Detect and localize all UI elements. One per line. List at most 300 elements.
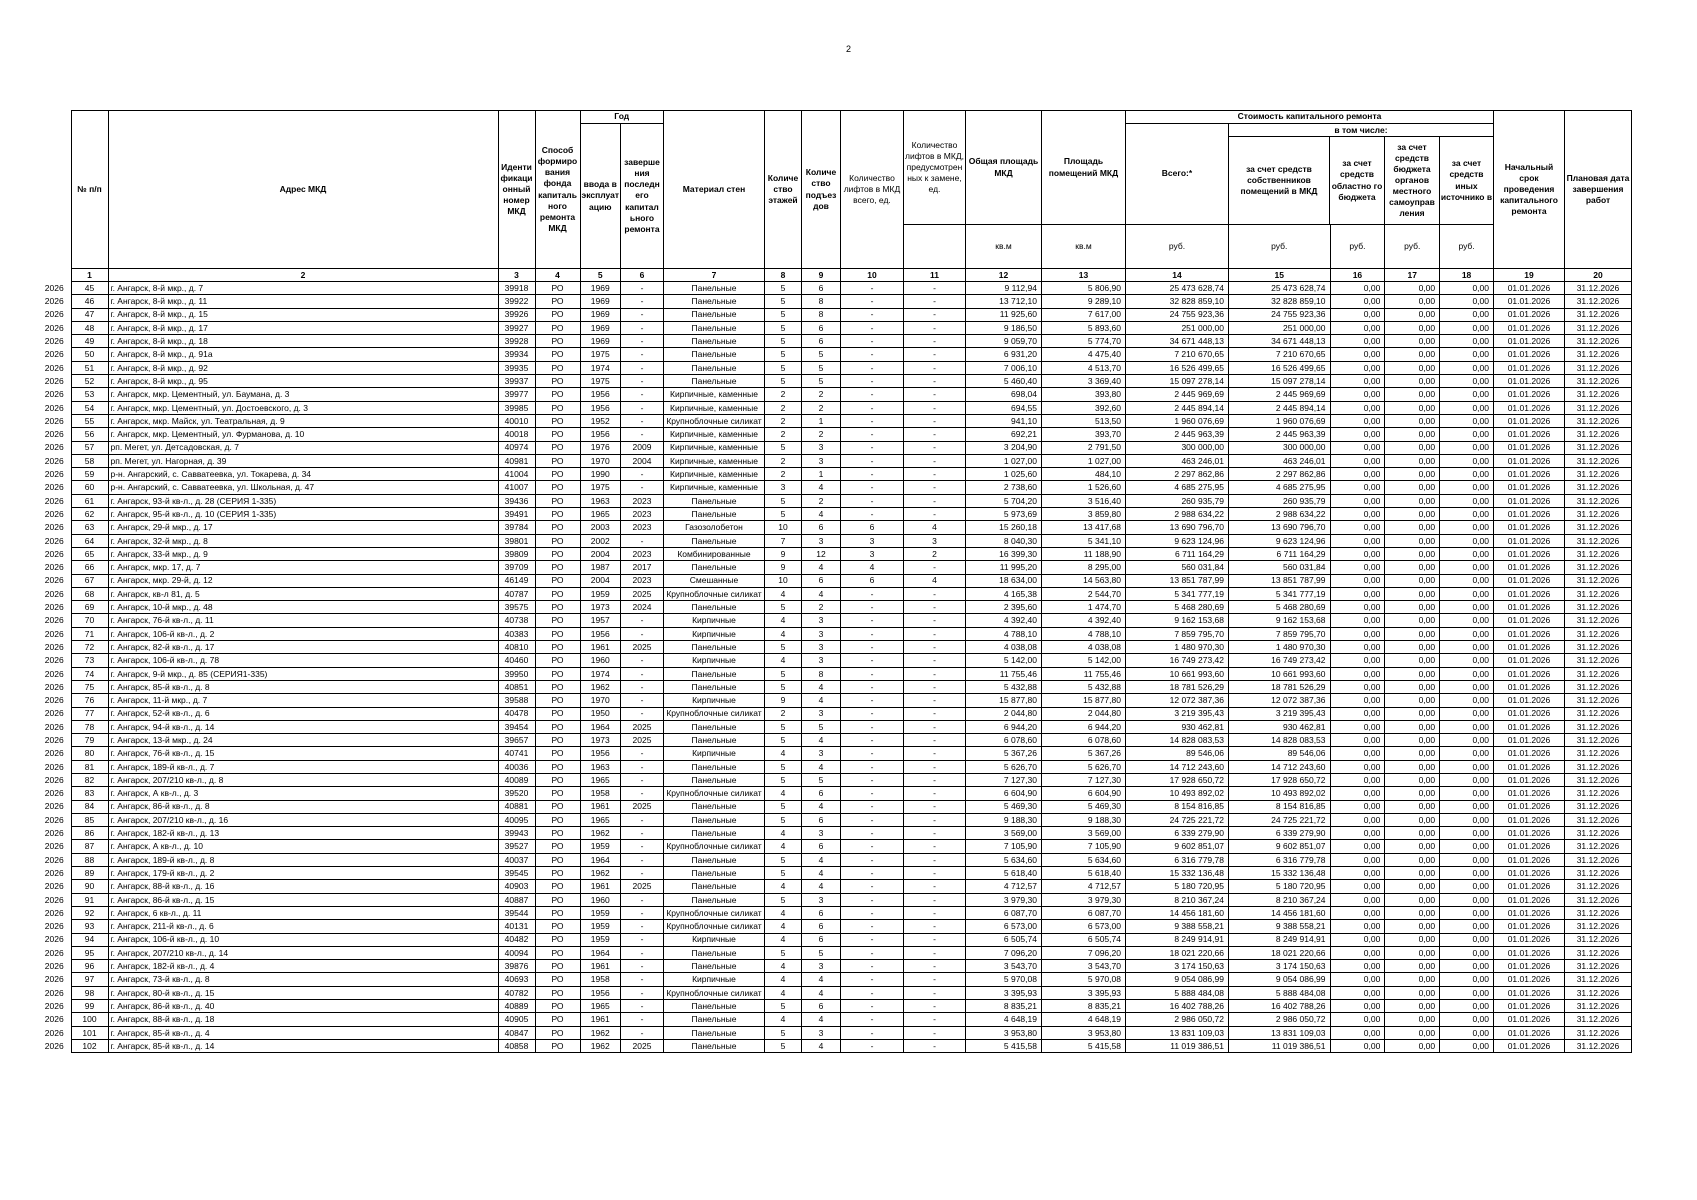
row-end-date: 31.12.2026 <box>1564 867 1631 880</box>
row-lifts-total: 4 <box>840 561 903 574</box>
row-other-sources: 0,00 <box>1440 441 1494 454</box>
row-last-repair: - <box>620 960 663 973</box>
row-total-area: 4 392,40 <box>965 614 1041 627</box>
row-cost-total: 251 000,00 <box>1125 321 1228 334</box>
row-last-repair: - <box>620 1000 663 1013</box>
row-start-date: 01.01.2026 <box>1493 946 1564 959</box>
row-other-sources: 0,00 <box>1440 1026 1494 1039</box>
row-local-budget: 0,00 <box>1385 840 1440 853</box>
row-lifts-total: - <box>840 893 903 906</box>
row-entrances: 3 <box>801 707 840 720</box>
row-owners-funds: 3 219 395,43 <box>1228 707 1330 720</box>
column-number-row <box>38 269 1631 282</box>
row-regional-budget: 0,00 <box>1330 614 1385 627</box>
row-regional-budget: 0,00 <box>1330 401 1385 414</box>
row-lifts-replace: - <box>903 813 965 826</box>
row-total-area: 6 931,20 <box>965 348 1041 361</box>
row-regional-budget: 0,00 <box>1330 428 1385 441</box>
row-fund-method: РО <box>535 946 580 959</box>
row-end-date: 31.12.2026 <box>1564 760 1631 773</box>
column-number: 12 <box>965 269 1041 282</box>
row-wall-material: Панельные <box>663 773 764 786</box>
row-end-date: 31.12.2026 <box>1564 627 1631 640</box>
row-owners-funds: 34 671 448,13 <box>1228 335 1330 348</box>
row-commission-year: 2004 <box>580 574 620 587</box>
row-other-sources: 0,00 <box>1440 680 1494 693</box>
row-regional-budget: 0,00 <box>1330 388 1385 401</box>
row-entrances: 3 <box>801 893 840 906</box>
row-floors: 3 <box>764 481 801 494</box>
row-other-sources: 0,00 <box>1440 1000 1494 1013</box>
row-last-repair: - <box>620 707 663 720</box>
row-year: 2026 <box>44 455 64 466</box>
row-last-repair: - <box>620 667 663 680</box>
row-year: 2026 <box>44 907 64 918</box>
row-total-area: 18 634,00 <box>965 574 1041 587</box>
row-commission-year: 1974 <box>580 361 620 374</box>
row-lifts-total: - <box>840 335 903 348</box>
row-address: г. Ангарск, 10-й мкр., д. 48 <box>108 601 498 614</box>
row-total-area: 4 648,19 <box>965 1013 1041 1026</box>
row-year: 2026 <box>44 974 64 985</box>
row-premises-area: 6 078,60 <box>1041 734 1125 747</box>
row-owners-funds: 5 468 280,69 <box>1228 601 1330 614</box>
column-number: 13 <box>1041 269 1125 282</box>
row-other-sources: 0,00 <box>1440 468 1494 481</box>
row-start-date: 01.01.2026 <box>1493 641 1564 654</box>
row-wall-material: Кирпичные <box>663 973 764 986</box>
row-wall-material: Панельные <box>663 893 764 906</box>
row-cost-total: 15 097 278,14 <box>1125 375 1228 388</box>
row-entrances: 12 <box>801 547 840 560</box>
row-fund-method: РО <box>535 827 580 840</box>
row-other-sources: 0,00 <box>1440 694 1494 707</box>
row-wall-material: Кирпичные <box>663 627 764 640</box>
row-total-area: 5 618,40 <box>965 867 1041 880</box>
row-other-sources: 0,00 <box>1440 654 1494 667</box>
row-cost-total: 8 210 367,24 <box>1125 893 1228 906</box>
row-last-repair: - <box>620 946 663 959</box>
table-row <box>38 946 1631 959</box>
row-commission-year: 1965 <box>580 773 620 786</box>
row-last-repair: 2024 <box>620 601 663 614</box>
row-start-date: 01.01.2026 <box>1493 853 1564 866</box>
row-start-date: 01.01.2026 <box>1493 933 1564 946</box>
row-entrances: 4 <box>801 680 840 693</box>
row-year: 2026 <box>44 362 64 373</box>
row-number: 96 <box>71 960 108 973</box>
row-year: 2026 <box>44 282 64 293</box>
row-other-sources: 0,00 <box>1440 481 1494 494</box>
row-local-budget: 0,00 <box>1385 800 1440 813</box>
header-wall-material: Материал стен <box>663 111 764 269</box>
row-lifts-replace: - <box>903 906 965 919</box>
row-wall-material: Панельные <box>663 734 764 747</box>
row-premises-area: 4 648,19 <box>1041 1013 1125 1026</box>
row-cost-total: 300 000,00 <box>1125 441 1228 454</box>
row-premises-area: 4 712,57 <box>1041 880 1125 893</box>
row-lifts-total: - <box>840 321 903 334</box>
row-entrances: 3 <box>801 827 840 840</box>
header-commission-year: ввода в эксплуат ацию <box>580 124 620 269</box>
row-total-area: 15 877,80 <box>965 694 1041 707</box>
row-year: 2026 <box>44 628 64 639</box>
row-year: 2026 <box>44 296 64 307</box>
row-entrances: 6 <box>801 933 840 946</box>
row-lifts-replace: - <box>903 401 965 414</box>
row-id: 40851 <box>498 680 535 693</box>
row-total-area: 5 704,20 <box>965 494 1041 507</box>
header-other-sources: за счет средств иных источнико в <box>1440 158 1493 202</box>
table-row <box>38 401 1631 414</box>
table-row <box>38 441 1631 454</box>
table-row <box>38 667 1631 680</box>
row-lifts-total: - <box>840 388 903 401</box>
column-number: 17 <box>1385 269 1440 282</box>
row-local-budget: 0,00 <box>1385 361 1440 374</box>
row-wall-material: Панельные <box>663 760 764 773</box>
row-owners-funds: 11 019 386,51 <box>1228 1039 1330 1052</box>
row-address: г. Ангарск, 88-й кв-л., д. 18 <box>108 1013 498 1026</box>
row-floors: 5 <box>764 773 801 786</box>
row-regional-budget: 0,00 <box>1330 361 1385 374</box>
row-lifts-total: - <box>840 773 903 786</box>
row-lifts-replace: - <box>903 827 965 840</box>
row-address: г. Ангарск, 86-й кв-л., д. 40 <box>108 1000 498 1013</box>
row-address: г. Ангарск, 85-й кв-л., д. 4 <box>108 1026 498 1039</box>
row-start-date: 01.01.2026 <box>1493 667 1564 680</box>
row-address: г. Ангарск, 8-й мкр., д. 91а <box>108 348 498 361</box>
row-lifts-total: - <box>840 614 903 627</box>
row-lifts-replace: - <box>903 853 965 866</box>
table-row <box>38 827 1631 840</box>
table-row <box>38 1039 1631 1052</box>
row-cost-total: 8 154 816,85 <box>1125 800 1228 813</box>
row-other-sources: 0,00 <box>1440 561 1494 574</box>
row-regional-budget: 0,00 <box>1330 720 1385 733</box>
row-local-budget: 0,00 <box>1385 853 1440 866</box>
row-premises-area: 3 369,40 <box>1041 375 1125 388</box>
row-end-date: 31.12.2026 <box>1564 388 1631 401</box>
row-entrances: 3 <box>801 454 840 467</box>
row-commission-year: 1957 <box>580 614 620 627</box>
row-start-date: 01.01.2026 <box>1493 654 1564 667</box>
row-owners-funds: 14 456 181,60 <box>1228 906 1330 919</box>
row-start-date: 01.01.2026 <box>1493 481 1564 494</box>
row-last-repair: - <box>620 1013 663 1026</box>
row-start-date: 01.01.2026 <box>1493 800 1564 813</box>
row-address: г. Ангарск, 76-й кв-л., д. 11 <box>108 614 498 627</box>
row-fund-method: РО <box>535 508 580 521</box>
row-regional-budget: 0,00 <box>1330 508 1385 521</box>
row-lifts-replace: - <box>903 282 965 295</box>
row-fund-method: РО <box>535 960 580 973</box>
row-owners-funds: 13 690 796,70 <box>1228 521 1330 534</box>
row-fund-method: РО <box>535 867 580 880</box>
row-fund-method: РО <box>535 401 580 414</box>
row-entrances: 6 <box>801 920 840 933</box>
row-other-sources: 0,00 <box>1440 508 1494 521</box>
row-floors: 5 <box>764 375 801 388</box>
row-end-date: 31.12.2026 <box>1564 893 1631 906</box>
table-row <box>38 813 1631 826</box>
row-lifts-total: 6 <box>840 574 903 587</box>
row-number: 73 <box>71 654 108 667</box>
row-fund-method: РО <box>535 521 580 534</box>
row-id: 40903 <box>498 880 535 893</box>
row-end-date: 31.12.2026 <box>1564 1013 1631 1026</box>
row-total-area: 6 087,70 <box>965 906 1041 919</box>
row-owners-funds: 300 000,00 <box>1228 441 1330 454</box>
row-owners-funds: 15 097 278,14 <box>1228 375 1330 388</box>
row-end-date: 31.12.2026 <box>1564 694 1631 707</box>
row-entrances: 6 <box>801 787 840 800</box>
row-local-budget: 0,00 <box>1385 441 1440 454</box>
row-regional-budget: 0,00 <box>1330 521 1385 534</box>
row-lifts-replace: - <box>903 773 965 786</box>
row-last-repair: 2025 <box>620 800 663 813</box>
row-lifts-replace: - <box>903 694 965 707</box>
row-floors: 5 <box>764 720 801 733</box>
row-address: г. Ангарск, 6 кв-л., д. 11 <box>108 906 498 919</box>
row-entrances: 6 <box>801 1000 840 1013</box>
row-start-date: 01.01.2026 <box>1493 707 1564 720</box>
row-total-area: 7 127,30 <box>965 773 1041 786</box>
row-commission-year: 1975 <box>580 375 620 388</box>
row-floors: 10 <box>764 521 801 534</box>
row-fund-method: РО <box>535 441 580 454</box>
row-local-budget: 0,00 <box>1385 641 1440 654</box>
row-local-budget: 0,00 <box>1385 694 1440 707</box>
row-fund-method: РО <box>535 654 580 667</box>
row-lifts-total: 3 <box>840 547 903 560</box>
row-end-date: 31.12.2026 <box>1564 454 1631 467</box>
row-floors: 4 <box>764 614 801 627</box>
header-including <box>1228 124 1493 225</box>
row-lifts-total: - <box>840 853 903 866</box>
row-cost-total: 463 246,01 <box>1125 454 1228 467</box>
row-last-repair: - <box>620 614 663 627</box>
header-premises-area: Площадь помещений МКД <box>1041 111 1125 225</box>
row-entrances: 2 <box>801 388 840 401</box>
column-number: 16 <box>1330 269 1385 282</box>
row-local-budget: 0,00 <box>1385 813 1440 826</box>
row-floors: 4 <box>764 920 801 933</box>
row-owners-funds: 13 831 109,03 <box>1228 1026 1330 1039</box>
row-start-date: 01.01.2026 <box>1493 414 1564 427</box>
header-fund-method: Способ формиро вания фонда капиталь ного ремонта МКД <box>535 111 580 269</box>
row-premises-area: 3 859,80 <box>1041 508 1125 521</box>
table-row <box>38 867 1631 880</box>
row-id: 39575 <box>498 601 535 614</box>
row-other-sources: 0,00 <box>1440 1013 1494 1026</box>
table-row <box>38 1013 1631 1026</box>
row-other-sources: 0,00 <box>1440 787 1494 800</box>
row-year: 2026 <box>44 615 64 626</box>
row-address: г. Ангарск, 106-й кв-л., д. 2 <box>108 627 498 640</box>
row-id: 40460 <box>498 654 535 667</box>
row-commission-year: 1976 <box>580 441 620 454</box>
row-floors: 2 <box>764 388 801 401</box>
capital-repair-table <box>38 110 1632 1053</box>
row-wall-material: Газозолобетон <box>663 521 764 534</box>
row-entrances: 6 <box>801 840 840 853</box>
row-number: 68 <box>71 587 108 600</box>
row-start-date: 01.01.2026 <box>1493 827 1564 840</box>
row-floors: 5 <box>764 893 801 906</box>
row-number: 58 <box>71 454 108 467</box>
row-wall-material: Панельные <box>663 800 764 813</box>
row-lifts-replace: - <box>903 481 965 494</box>
row-commission-year: 1960 <box>580 654 620 667</box>
row-cost-total: 9 054 086,99 <box>1125 973 1228 986</box>
unit-owners: руб. <box>1228 225 1330 269</box>
row-regional-budget: 0,00 <box>1330 375 1385 388</box>
row-local-budget: 0,00 <box>1385 960 1440 973</box>
row-address: г. Ангарск, 52-й кв-л., д. 6 <box>108 707 498 720</box>
row-id: 39926 <box>498 308 535 321</box>
row-lifts-replace: - <box>903 946 965 959</box>
row-address: г. Ангарск, 85-й кв-л., д. 8 <box>108 680 498 693</box>
row-lifts-total: - <box>840 654 903 667</box>
row-total-area: 5 432,88 <box>965 680 1041 693</box>
column-number: 7 <box>663 269 764 282</box>
row-fund-method: РО <box>535 534 580 547</box>
row-cost-total: 12 072 387,36 <box>1125 694 1228 707</box>
table-row <box>38 388 1631 401</box>
row-other-sources: 0,00 <box>1440 295 1494 308</box>
row-other-sources: 0,00 <box>1440 388 1494 401</box>
row-other-sources: 0,00 <box>1440 946 1494 959</box>
header-last-repair-year: заверше ния последн его капитал ьного ремонта <box>620 124 663 269</box>
row-number: 62 <box>71 508 108 521</box>
row-end-date: 31.12.2026 <box>1564 361 1631 374</box>
row-end-date: 31.12.2026 <box>1564 654 1631 667</box>
row-year: 2026 <box>44 748 64 759</box>
row-year: 2026 <box>44 681 64 692</box>
row-last-repair: - <box>620 321 663 334</box>
row-year: 2026 <box>44 961 64 972</box>
header-lifts-total: Количество лифтов в МКД всего, ед. <box>840 111 903 269</box>
row-fund-method: РО <box>535 361 580 374</box>
table-row <box>38 694 1631 707</box>
row-start-date: 01.01.2026 <box>1493 428 1564 441</box>
row-last-repair: 2025 <box>620 1039 663 1052</box>
row-start-date: 01.01.2026 <box>1493 986 1564 999</box>
row-other-sources: 0,00 <box>1440 920 1494 933</box>
row-regional-budget: 0,00 <box>1330 986 1385 999</box>
row-address: г. Ангарск, 95-й кв-л., д. 10 (СЕРИЯ 1-335) <box>108 508 498 521</box>
row-other-sources: 0,00 <box>1440 547 1494 560</box>
row-fund-method: РО <box>535 574 580 587</box>
row-end-date: 31.12.2026 <box>1564 1000 1631 1013</box>
row-local-budget: 0,00 <box>1385 468 1440 481</box>
row-year: 2026 <box>44 921 64 932</box>
row-commission-year: 1961 <box>580 960 620 973</box>
row-commission-year: 1973 <box>580 734 620 747</box>
row-owners-funds: 7 859 795,70 <box>1228 627 1330 640</box>
row-year: 2026 <box>44 522 64 533</box>
row-number: 47 <box>71 308 108 321</box>
row-local-budget: 0,00 <box>1385 481 1440 494</box>
row-address: г. Ангарск, кв-л 81, д. 5 <box>108 587 498 600</box>
row-year: 2026 <box>44 402 64 413</box>
row-total-area: 9 112,94 <box>965 282 1041 295</box>
row-fund-method: РО <box>535 893 580 906</box>
row-start-date: 01.01.2026 <box>1493 361 1564 374</box>
row-commission-year: 1959 <box>580 920 620 933</box>
column-number: 3 <box>498 269 535 282</box>
row-fund-method: РО <box>535 694 580 707</box>
row-commission-year: 1960 <box>580 893 620 906</box>
row-year: 2026 <box>44 708 64 719</box>
table-row <box>38 335 1631 348</box>
row-regional-budget: 0,00 <box>1330 813 1385 826</box>
unit-total-area: кв.м <box>965 225 1041 269</box>
row-id: 40881 <box>498 800 535 813</box>
row-last-repair: - <box>620 853 663 866</box>
row-cost-total: 7 859 795,70 <box>1125 627 1228 640</box>
row-other-sources: 0,00 <box>1440 335 1494 348</box>
row-other-sources: 0,00 <box>1440 747 1494 760</box>
row-owners-funds: 25 473 628,74 <box>1228 282 1330 295</box>
row-fund-method: РО <box>535 282 580 295</box>
row-local-budget: 0,00 <box>1385 627 1440 640</box>
column-number: 4 <box>535 269 580 282</box>
row-wall-material: Панельные <box>663 1039 764 1052</box>
row-end-date: 31.12.2026 <box>1564 308 1631 321</box>
row-lifts-replace: - <box>903 787 965 800</box>
row-lifts-total: - <box>840 960 903 973</box>
row-total-area: 2 738,60 <box>965 481 1041 494</box>
row-regional-budget: 0,00 <box>1330 680 1385 693</box>
row-address: г. Ангарск, 211-й кв-л., д. 6 <box>108 920 498 933</box>
row-year: 2026 <box>44 469 64 480</box>
row-fund-method: РО <box>535 920 580 933</box>
page-number: 2 <box>845 44 851 54</box>
row-floors: 5 <box>764 321 801 334</box>
row-cost-total: 10 493 892,02 <box>1125 787 1228 800</box>
row-address: г. Ангарск, 86-й кв-л., д. 8 <box>108 800 498 813</box>
row-total-area: 2 395,60 <box>965 601 1041 614</box>
row-local-budget: 0,00 <box>1385 561 1440 574</box>
row-wall-material: Панельные <box>663 534 764 547</box>
row-number: 66 <box>71 561 108 574</box>
row-owners-funds: 3 174 150,63 <box>1228 960 1330 973</box>
row-lifts-replace: - <box>903 707 965 720</box>
row-wall-material: Панельные <box>663 667 764 680</box>
row-last-repair: 2025 <box>620 641 663 654</box>
row-lifts-replace: 4 <box>903 521 965 534</box>
header-end-date: Плановая дата завершения работ <box>1564 111 1631 269</box>
row-local-budget: 0,00 <box>1385 973 1440 986</box>
row-number: 101 <box>71 1026 108 1039</box>
table-row <box>38 720 1631 733</box>
row-other-sources: 0,00 <box>1440 601 1494 614</box>
row-cost-total: 14 828 083,53 <box>1125 734 1228 747</box>
row-fund-method: РО <box>535 348 580 361</box>
row-wall-material: Панельные <box>663 946 764 959</box>
row-other-sources: 0,00 <box>1440 521 1494 534</box>
row-end-date: 31.12.2026 <box>1564 614 1631 627</box>
row-premises-area: 8 835,21 <box>1041 1000 1125 1013</box>
row-id: 39918 <box>498 282 535 295</box>
row-start-date: 01.01.2026 <box>1493 1026 1564 1039</box>
row-entrances: 4 <box>801 734 840 747</box>
row-number: 59 <box>71 468 108 481</box>
row-local-budget: 0,00 <box>1385 893 1440 906</box>
row-start-date: 01.01.2026 <box>1493 960 1564 973</box>
